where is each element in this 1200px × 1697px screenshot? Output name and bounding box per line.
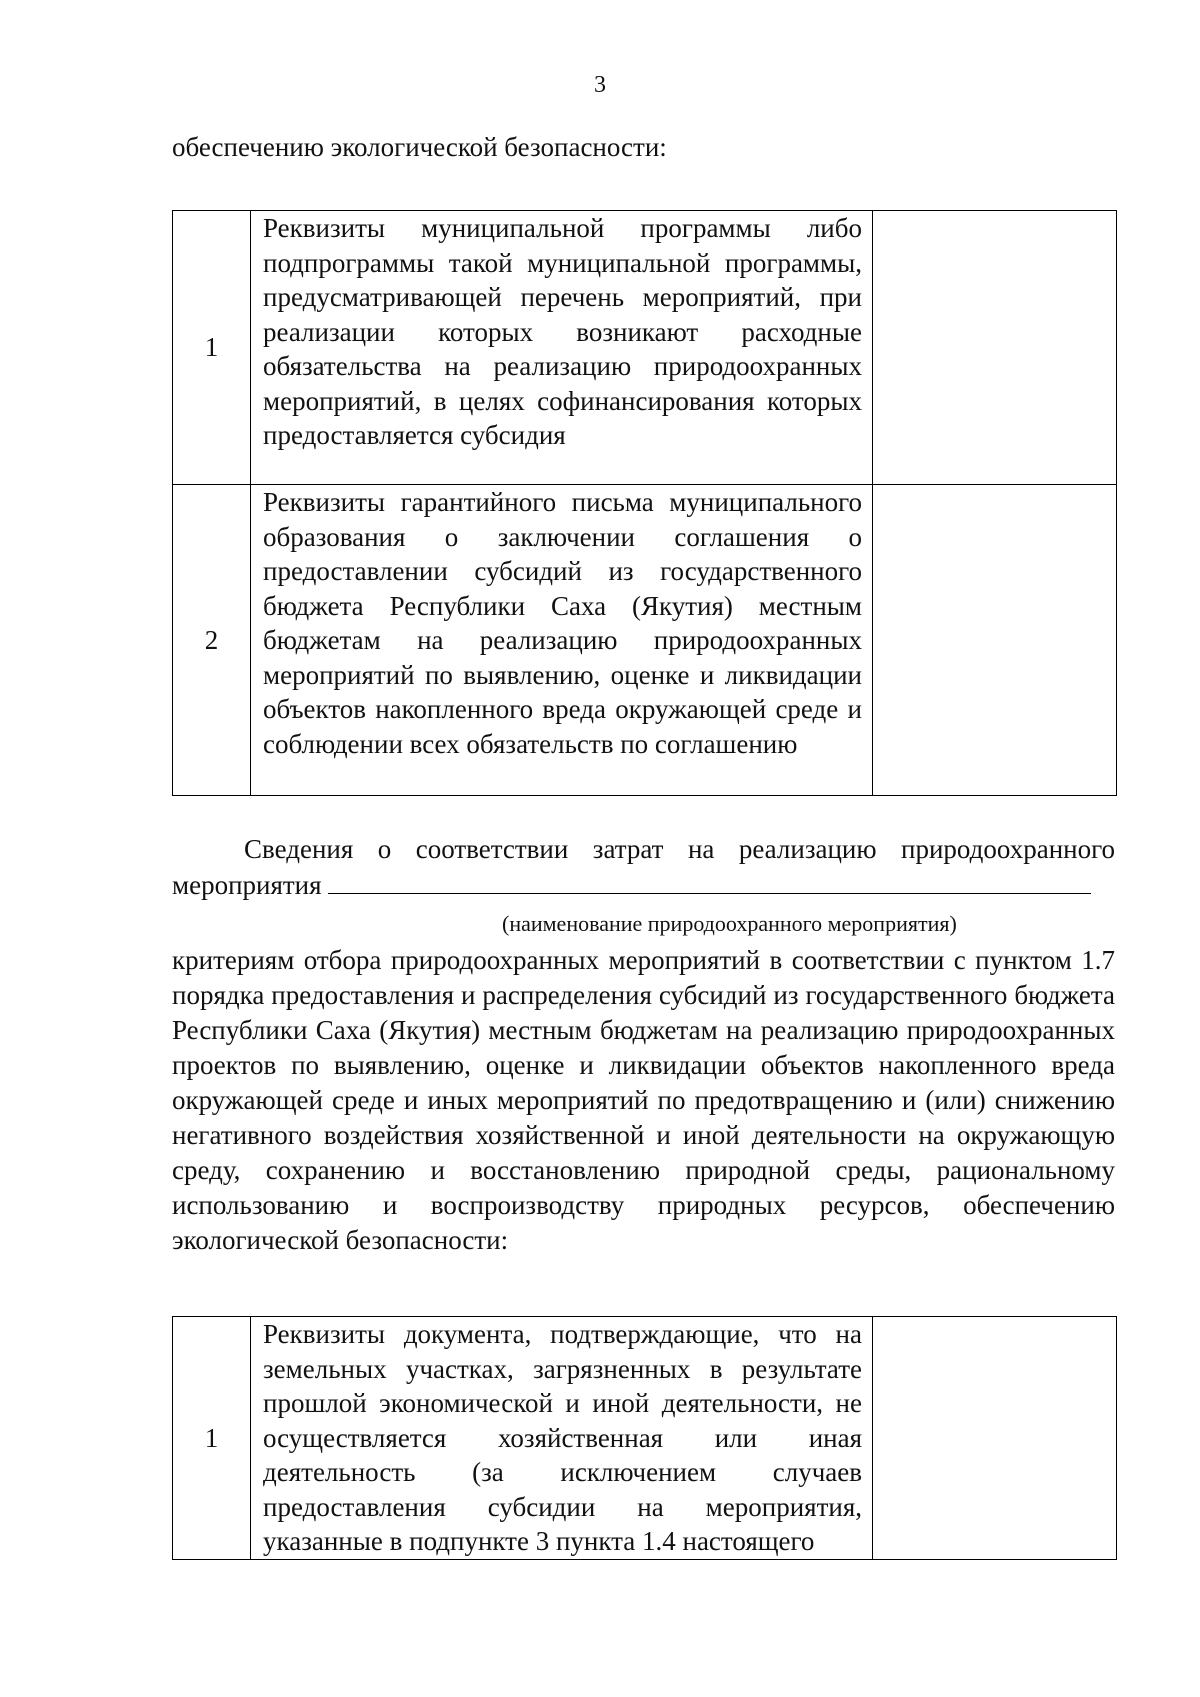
row-number: 2 — [173, 485, 251, 796]
row-number: 1 — [173, 211, 251, 485]
table-row — [173, 1317, 1117, 1560]
table-row — [173, 211, 1117, 485]
row-description — [251, 485, 873, 796]
row-description — [251, 211, 873, 485]
row-description — [251, 1317, 873, 1560]
svedeniya-line-2 — [172, 867, 1115, 903]
criteria-paragraph: критериям отбора природоохранных мероприятий в соответствии с пунктом 1.7 порядка предоставления и распределения субсидий из государственного бюджета Республики Саха (Якутия) местным бюджетам на реализацию природоохранных проектов по выявлению, оценке и ликвидации объектов накопленного вреда окружающей среде и иных мероприятий по предотвращению и (или) снижению негативного воздействия хозяйственной и иной деятельности на окружающую среду, сохранению и восстановлению природной среды, рациональному использованию и воспроизводству природных ресурсов, обеспечению экологической безопасности: — [172, 945, 1115, 1255]
row-description-text: Реквизиты муниципальной программы либо подпрограммы такой муниципальной программы, предусматривающей перечень мероприятий, при реализации которых возникают расходные обязательства на реализацию природоохранных мероприятий, в целях софинансирования которых предоставляется субсидия — [263, 213, 862, 450]
page-number: 3 — [594, 72, 606, 98]
row-description-text: Реквизиты гарантийного письма муниципального образования о заключении соглашения о предоставлении субсидий из государственного бюджета Республики Саха (Якутия) местным бюджетам на реализацию природоохранных мероприятий по выявлению, оценке и ликвидации объектов накопленного вреда окружающей среде и соблюдении всех обязательств по соглашению — [263, 487, 862, 759]
row-value-cell[interactable] — [873, 485, 1117, 796]
event-name-blank-field[interactable] — [328, 867, 1091, 894]
svedeniya-prefix: мероприятия — [172, 870, 322, 900]
svedeniya-line-1: Сведения о соответствии затрат на реализацию природоохранного — [244, 834, 1115, 864]
intro-text: обеспечению экологической безопасности: — [172, 132, 667, 162]
svedeniya-heading — [172, 832, 1115, 903]
row-value-cell[interactable] — [873, 211, 1117, 485]
requisites-table-2 — [172, 1316, 1117, 1560]
row-number: 1 — [173, 1317, 251, 1560]
blank-field-caption: (наименование природоохранного мероприятия) — [502, 911, 957, 936]
row-value-cell[interactable] — [873, 1317, 1117, 1560]
row-description-text: Реквизиты документа, подтверждающие, что на земельных участках, загрязненных в результате прошлой экономической и иной деятельности, не осуществляется хозяйственная или иная деятельность (за исключением случаев предоставления субсидии на мероприятия, указанные в подпункте 3 пункта 1.4 настоящего — [263, 1319, 862, 1556]
table-row — [173, 485, 1117, 796]
requisites-table-1 — [172, 210, 1117, 796]
